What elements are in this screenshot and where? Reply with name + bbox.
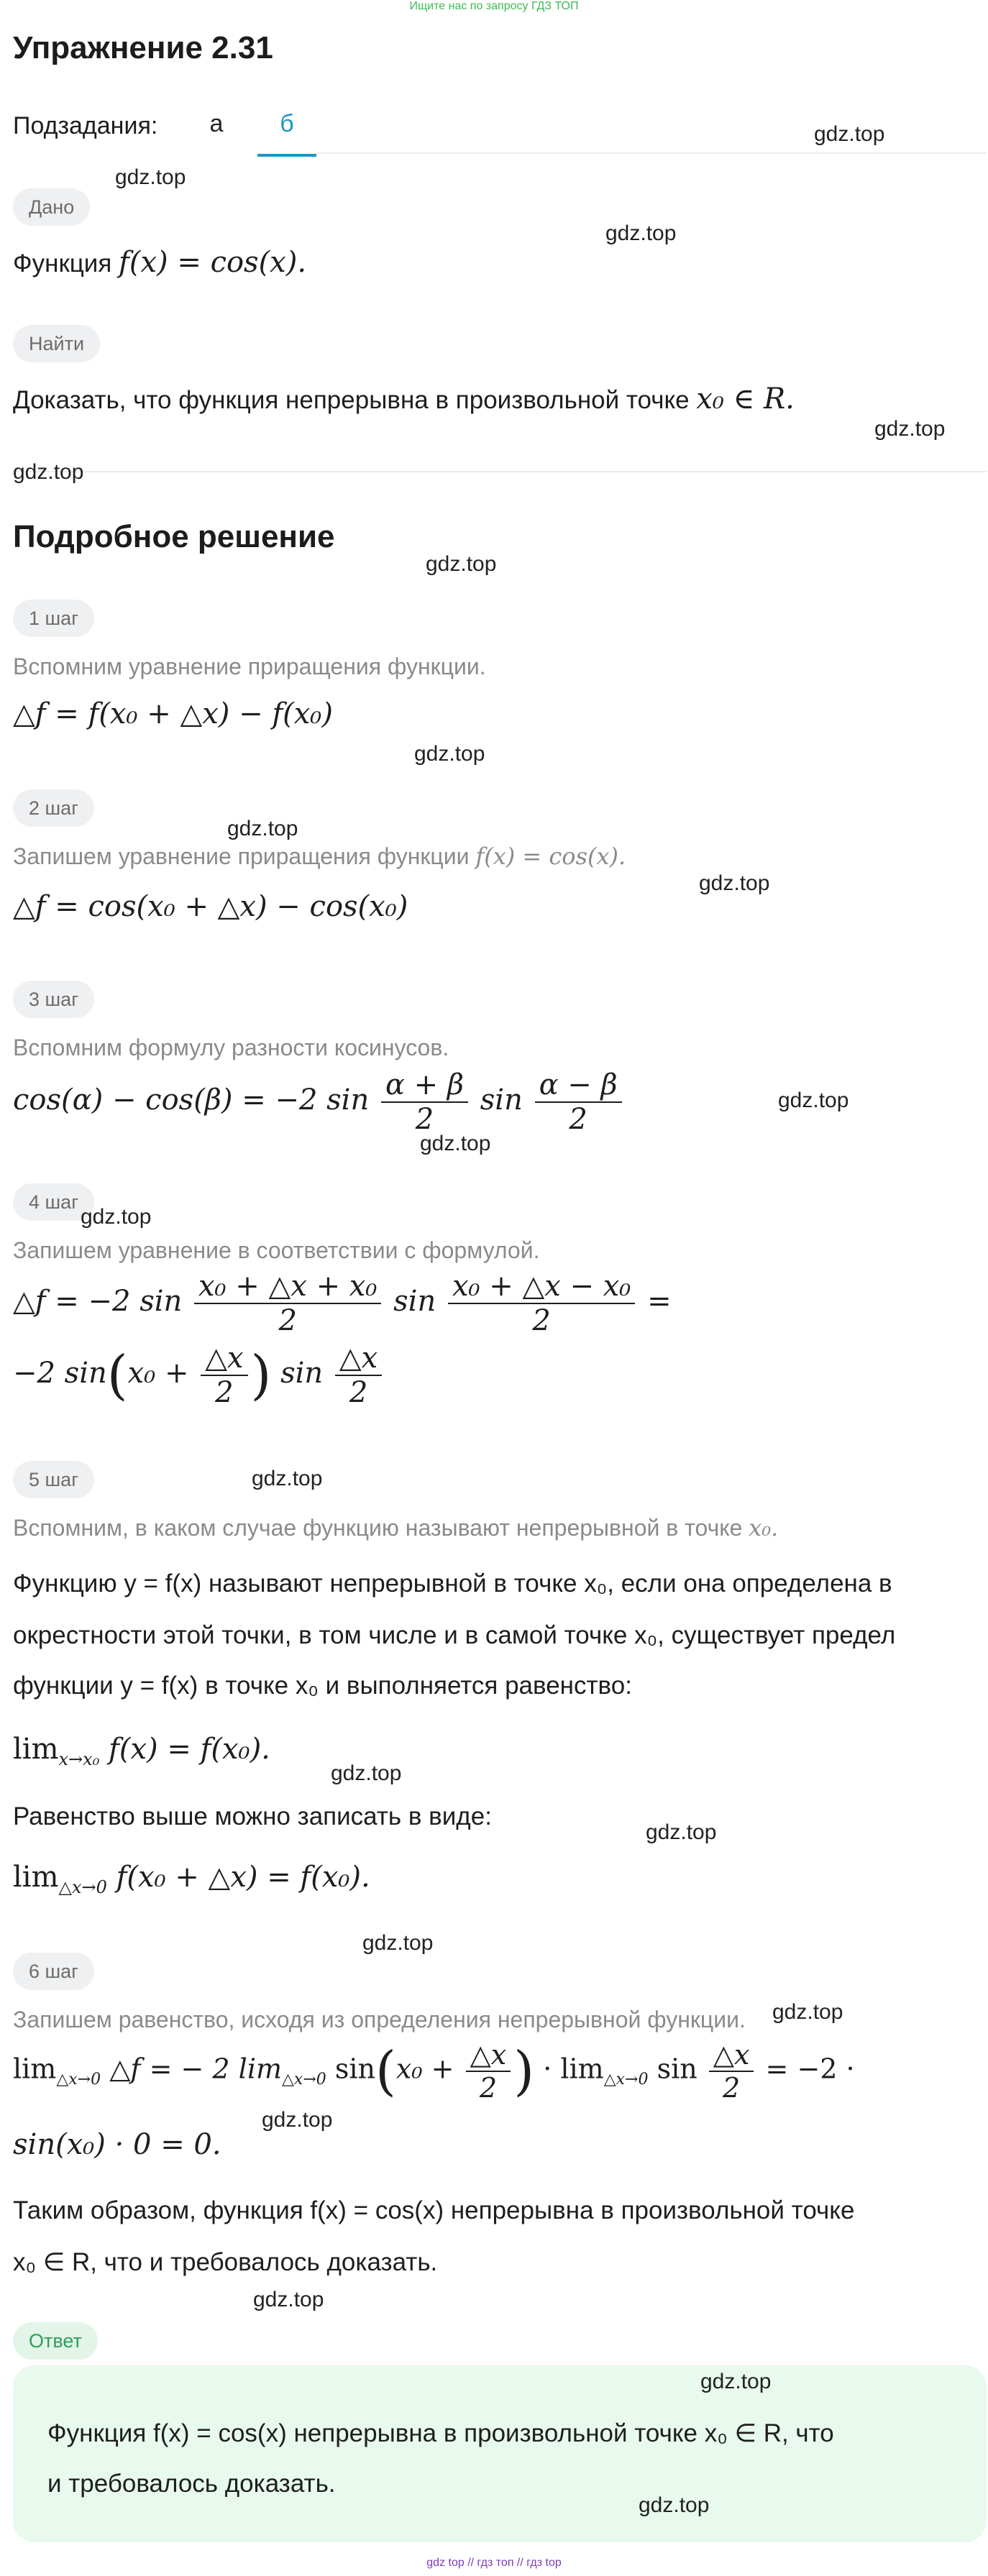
top-note[interactable]: Ищите нас по запросу ГДЗ ТОП (409, 0, 579, 12)
watermark[interactable]: gdz.top (700, 2370, 772, 2393)
watermark[interactable]: gdz.top (778, 1088, 849, 1112)
watermark[interactable]: gdz.top (81, 1205, 152, 1229)
step-3-fraction-2: $\frac{\alpha - \beta}{2}$ (535, 1068, 622, 1136)
step-3-note: Вспомним формулу разности косинусов. (13, 1035, 449, 1060)
step-6-line-1: $\lim_{\triangle x\to 0}$ △f = − 2 $\lim_{\triangle x\to 0} \sin(x_0$ + $\frac{\triangle x}{2}$ ) · $\lim_{\triangle x\to 0} \sin$ $\frac{\triangle x}{2}$ = −2 · (13, 2039, 855, 2104)
step-4-fraction-2: $\frac{\text{x₀ + △x − x₀}}{2}$ (448, 1270, 635, 1337)
answer-badge: Ответ (13, 2322, 98, 2360)
step-4-badge: 4 шаг (13, 1183, 94, 1221)
find-text (13, 381, 795, 418)
watermark[interactable]: gdz.top (639, 2493, 710, 2517)
step-4-fraction-4: $\frac{\triangle x}{2}$ (335, 1342, 382, 1409)
step-5-limit-1: $\lim_{x\to x_0} f(x) = f(x_0)$. (13, 1733, 270, 1769)
watermark[interactable]: gdz.top (426, 552, 497, 576)
step-5-paragraph-4: Равенство выше можно записать в виде: (13, 1802, 492, 1830)
step-5-paragraph-3: функции y = f(x) в точке x₀ и выполняется равенство: (13, 1672, 632, 1700)
watermark[interactable]: gdz.top (414, 742, 485, 766)
step-5-paragraph-1: Функцию y = f(x) называют непрерывной в точке x₀, если она определена в (13, 1569, 892, 1598)
step-4-fraction-1: $\frac{\text{x₀ + △x + x₀}}{2}$ (194, 1270, 381, 1337)
watermark[interactable]: gdz.top (874, 417, 946, 441)
step-3-badge: 3 шаг (13, 981, 94, 1018)
step-3-formula (13, 1068, 625, 1136)
watermark[interactable]: gdz.top (253, 2288, 324, 2311)
answer-line-2: и требовалось доказать. (47, 2470, 336, 2498)
step-6-line-2: sin(x₀) · 0 = 0. (13, 2128, 221, 2161)
watermark[interactable]: gdz.top (772, 2000, 843, 2024)
conclusion-line-2: x₀ ∈ R, что и требовалось доказать. (13, 2248, 438, 2276)
find-formula: x₀ ∈ R. (696, 382, 795, 416)
step-6-note: Запишем равенство, исходя из определения непрерывной функции. (13, 2007, 746, 2032)
given-formula: f(x) = cos(x). (119, 246, 307, 279)
step-6-fraction-2: $\frac{\triangle x}{2}$ (709, 2039, 754, 2104)
section-divider (13, 471, 987, 472)
step-4-note: Запишем уравнение в соответствии с формулой. (13, 1237, 540, 1263)
given-text (13, 244, 306, 282)
step-6-badge: 6 шаг (13, 1953, 94, 1990)
given-badge: Дано (13, 188, 90, 226)
page-title: Упражнение 2.31 (13, 30, 273, 65)
answer-box (13, 2365, 987, 2542)
watermark[interactable]: gdz.top (605, 221, 677, 245)
conclusion-line-1: Таким образом, функция f(x) = cos(x) непрерывна в произвольной точке (13, 2196, 855, 2224)
step-2-badge: 2 шаг (13, 789, 94, 827)
solution-title: Подробное решение (13, 519, 335, 554)
step-3-left: cos(α) − cos(β) = −2 sin (13, 1083, 370, 1117)
subtasks-label: Подзадания: (13, 112, 158, 139)
answer-line-1: Функция f(x) = cos(x) непрерывна в произвольной точке x₀ ∈ R, что (47, 2419, 834, 2447)
watermark[interactable]: gdz.top (115, 165, 186, 189)
step-2-note-text: Запишем уравнение приращения функции (13, 843, 470, 869)
step-5-limit-2: $\lim_{\triangle x\to 0} f(x_0$ + △x) = f(x₀). (13, 1861, 370, 1897)
watermark[interactable]: gdz.top (699, 871, 770, 895)
watermark[interactable]: gdz.top (13, 460, 84, 484)
tab-subtask-a[interactable]: а (209, 110, 224, 137)
step-1-badge: 1 шаг (13, 600, 94, 637)
watermark[interactable]: gdz.top (362, 1931, 434, 1955)
tabs-divider (316, 152, 987, 154)
given-prefix: Функция (13, 249, 112, 278)
watermark[interactable]: gdz.top (227, 817, 298, 840)
step-2-note-formula: f(x) = cos(x). (475, 843, 626, 870)
step-4-fraction-3: $\frac{\triangle x}{2}$ (201, 1342, 247, 1409)
step-6-fraction-1: $\frac{\triangle x}{2}$ (466, 2039, 511, 2104)
watermark[interactable]: gdz.top (646, 1820, 717, 1844)
find-sentence: Доказать, что функция непрерывна в произвольной точке (13, 386, 690, 414)
step-2-formula: △f = cos(x₀ + △x) − cos(x₀) (13, 890, 408, 923)
step-4-line-2: −2 sin(x₀ + $\frac{\triangle x}{2}$ ) sin $\frac{\triangle x}{2}$ (13, 1342, 385, 1409)
watermark[interactable]: gdz.top (252, 1467, 323, 1490)
step-2-note (13, 838, 626, 874)
step-5-paragraph-2: окрестности этой точки, в том числе и в самой точке x₀, существует предел (13, 1621, 896, 1649)
watermark[interactable]: gdz.top (331, 1761, 402, 1785)
step-1-formula: △f = f(x₀ + △x) − f(x₀) (13, 697, 333, 730)
tab-subtask-b[interactable]: б (257, 108, 316, 157)
step-3-fraction-1: $\frac{\alpha + \beta}{2}$ (381, 1068, 468, 1136)
step-5-note: Вспомним, в каком случае функцию называют непрерывной в точке x₀. (13, 1514, 779, 1541)
watermark[interactable]: gdz.top (814, 122, 885, 146)
step-3-mid: sin (480, 1083, 523, 1117)
step-5-badge: 5 шаг (13, 1461, 94, 1498)
step-1-note: Вспомним уравнение приращения функции. (13, 654, 486, 679)
watermark[interactable]: gdz.top (420, 1132, 491, 1155)
watermark[interactable]: gdz.top (262, 2108, 333, 2132)
find-badge: Найти (13, 325, 100, 362)
step-4-line-1: △f = −2 sin $\frac{\text{x₀ + △x + x₀}}{2}$ sin $\frac{\text{x₀ + △x − x₀}}{2}$ = (13, 1270, 672, 1337)
footer-links[interactable]: gdz top // гдз топ // гдз top (426, 2557, 562, 2569)
